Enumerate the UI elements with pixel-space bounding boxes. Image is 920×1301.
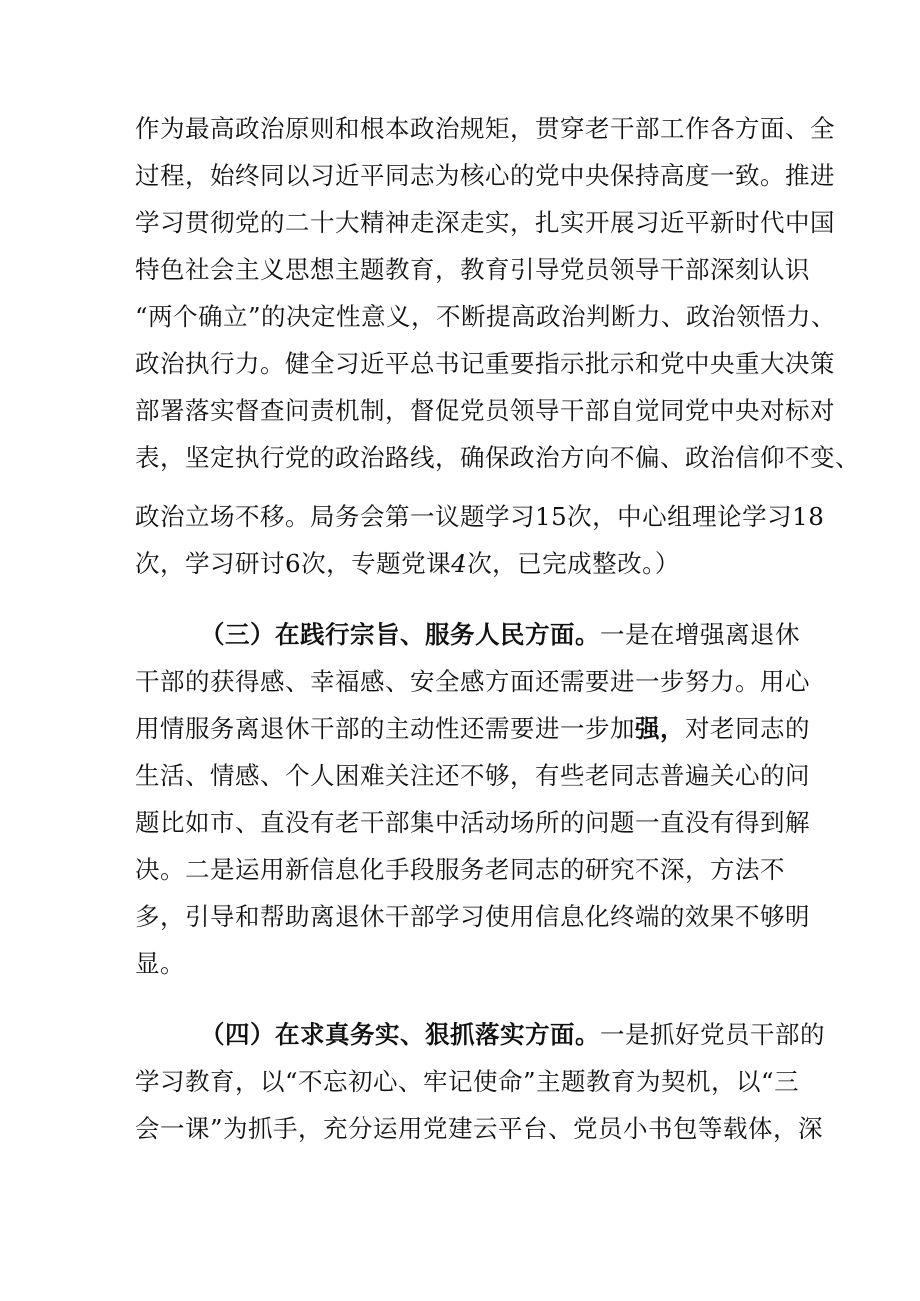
text-segment: 对老同志的 [685,714,810,743]
text-line: 决。二是运用新信息化手段服务老同志的研究不深，方法不 [135,855,785,884]
text-line: 作为最高政治原则和根本政治规矩，贯穿老干部工作各方面、全 [135,114,835,143]
text-line: 学习贯彻党的二十大精神走深走实，扎实开展习近平新时代中国 [135,208,835,237]
text-line [135,542,680,586]
text-line: 显。 [135,949,185,978]
text-line: 政治立场不移。局务会第一议题学习15次，中心组理论学习18 [135,502,825,531]
party-lecture-count: 4 [451,549,468,578]
text-line: “两个确立”的决定性意义，不断提高政治判断力、政治领悟力、 [135,302,837,331]
text-line: 题比如市、直没有老干部集中活动场所的问题一直没有得到解 [135,808,810,837]
text-segment: 用情服务离退休干部的主动性还需要进一步加 [135,714,635,743]
text-line: 表，坚定执行党的政治路线，确保政治方向不偏、政治信仰不变、 [135,443,860,472]
text-line: 多，引导和帮助离退休干部学习使用信息化终端的效果不够明 [135,902,810,931]
text-line: 特色社会主义思想主题教育，教育引导党员领导干部深刻认识 [135,255,810,284]
text-line: 会一课”为抓手，充分运用党建云平台、党员小书包等载体，深 [135,1114,824,1143]
text-segment: 一是在增强离退休 [600,620,800,649]
text-line [200,613,800,657]
text-line [135,707,810,751]
text-segment: 次，已完成整改。） [467,549,680,578]
text-segment: 次，学习研讨6次，专题党课 [135,549,452,578]
text-line: 政治执行力。健全习近平总书记重要指示批示和党中央重大决策 [135,349,835,378]
section-heading: （四）在求真务实、狠抓落实方面。 [200,1020,600,1049]
text-line [200,1013,825,1057]
text-line: 部署落实督查问责机制，督促党员领导干部自觉同党中央对标对 [135,396,835,425]
text-segment-bold: 强， [635,714,685,743]
text-line: 生活、情感、个人困难关注还不够，有些老同志普遍关心的问 [135,761,810,790]
text-line: 学习教育，以“不忘初心、牢记使命”主题教育为契机，以“三 [135,1067,800,1096]
section-heading: （三）在践行宗旨、服务人民方面。 [200,620,600,649]
text-line: 过程，始终同以习近平同志为核心的党中央保持高度一致。推进 [135,161,835,190]
text-line: 干部的获得感、幸福感、安全感方面还需要进一步努力。用心 [135,667,810,696]
text-segment: 一是抓好党员干部的 [600,1020,825,1049]
